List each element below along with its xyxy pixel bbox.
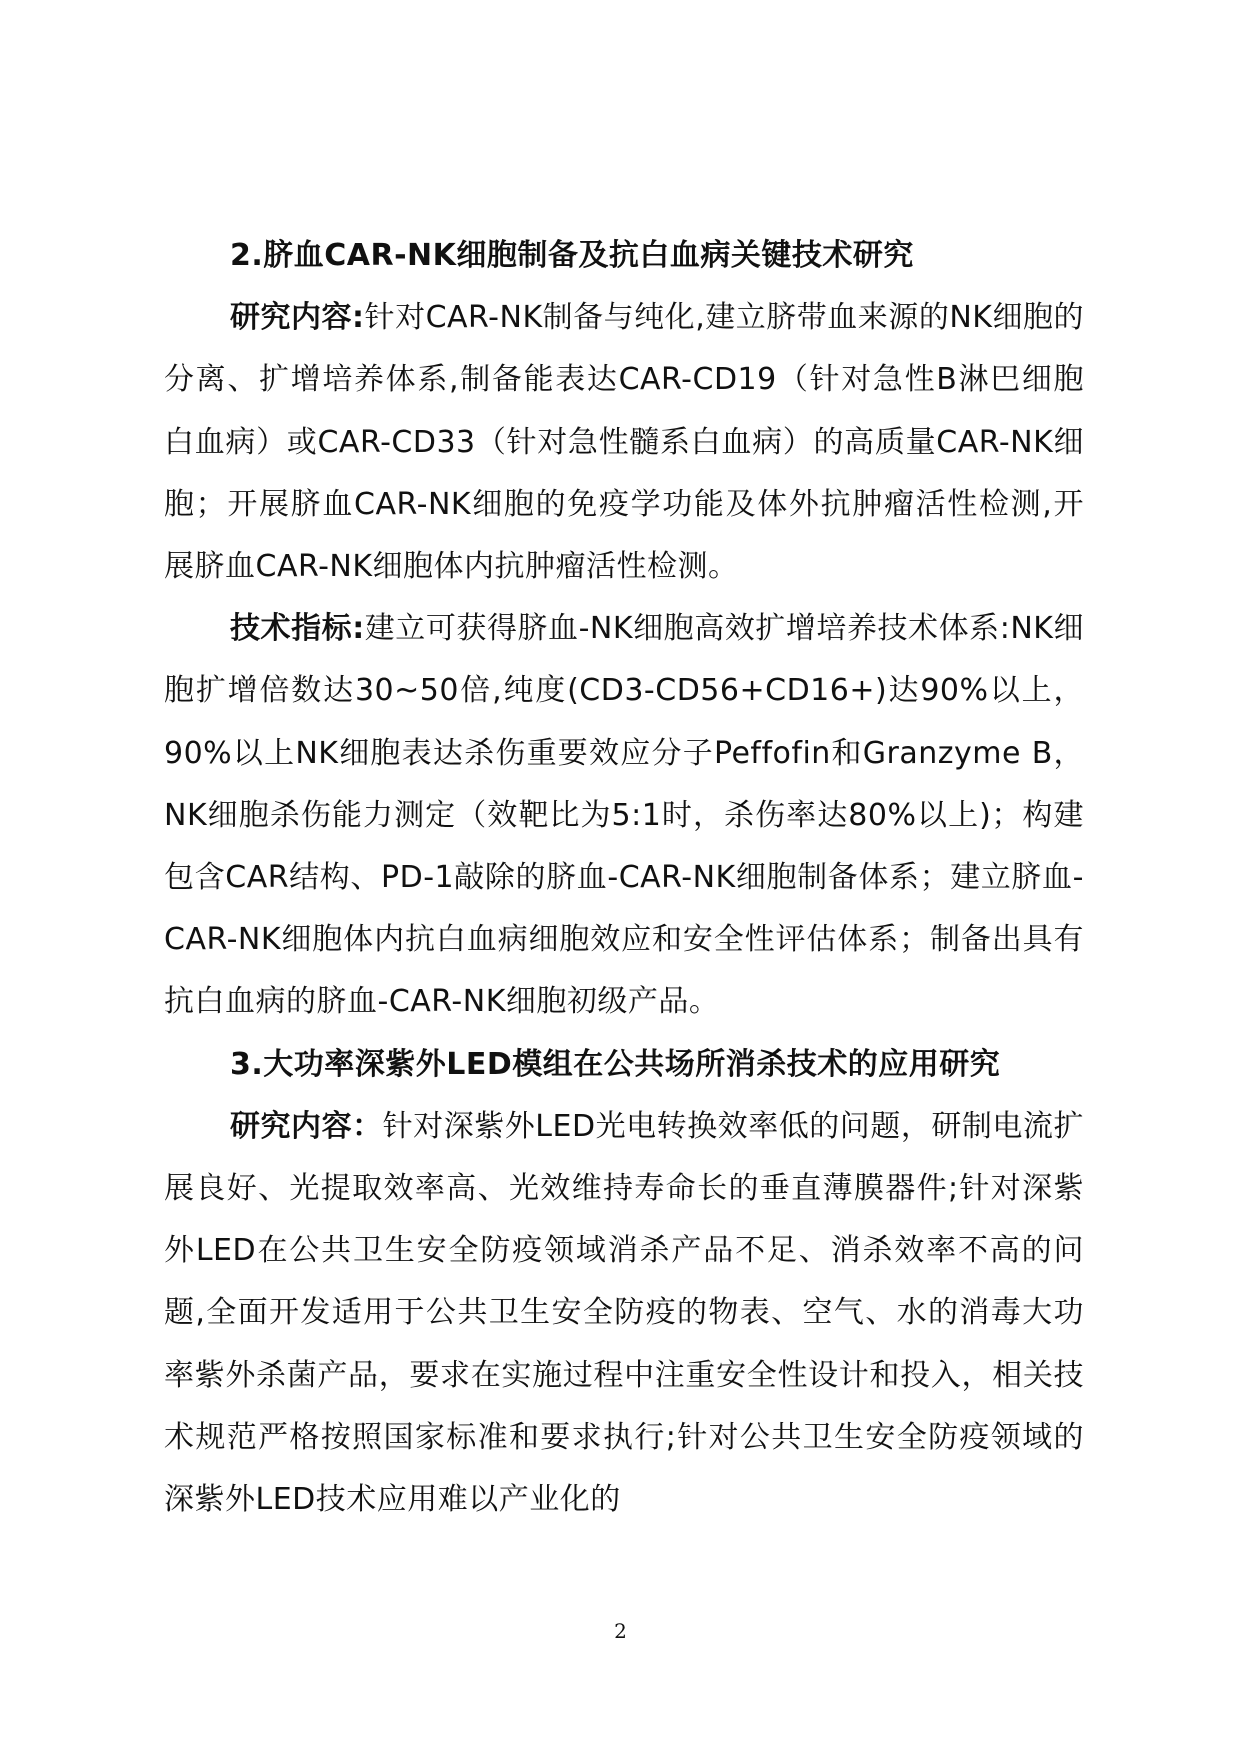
page-body <box>164 225 1084 1531</box>
technical-indicators-text: 建立可获得脐血-NK细胞高效扩增培养技术体系:NK细胞扩增倍数达30~50倍,纯度(CD3-CD56+CD16+)达90%以上，90%以上NK细胞表达杀伤重要效应分子Peffofin和Granzyme B，NK细胞杀伤能力测定（效靶比为5:1时，杀伤率达80%以上)；构建包含CAR结构、PD-1敲除的脐血-CAR-NK细胞制备体系；建立脐血-CAR-NK细胞体内抗白血病细胞效应和安全性评估体系；制备出具有抗白血病的脐血-CAR-NK细胞初级产品。 <box>164 611 1084 1020</box>
section-heading-2: 2.脐血CAR-NK细胞制备及抗白血病关键技术研究 <box>230 238 914 273</box>
research-content-text: 针对CAR-NK制备与纯化,建立脐带血来源的NK细胞的分离、扩增培养体系,制备能表达CAR-CD19（针对急性B淋巴细胞白血病）或CAR-CD33（针对急性髓系白血病）的高质量CAR-NK细胞；开展脐血CAR-NK细胞的免疫学功能及体外抗肿瘤活性检测,开展脐血CAR-NK细胞体内抗肿瘤活性检测。 <box>164 300 1084 585</box>
technical-indicators-label: 技术指标: <box>230 611 365 647</box>
research-content-label: 研究内容： <box>230 1108 383 1144</box>
research-content-text: 针对深紫外LED光电转换效率低的问题，研制电流扩展良好、光提取效率高、光效维持寿命长的垂直薄膜器件;针对深紫外LED在公共卫生安全防疫领域消杀产品不足、消杀效率不高的问题,全面开发适用于公共卫生安全防疫的物表、空气、水的消毒大功率紫外杀菌产品，要求在实施过程中注重安全性设计和投入，相关技术规范严格按照国家标准和要求执行;针对公共卫生安全防疫领域的深紫外LED技术应用难以产业化的 <box>164 1108 1084 1518</box>
research-content-label: 研究内容: <box>230 300 365 336</box>
technical-indicators-paragraph-2 <box>164 598 1084 1033</box>
research-content-paragraph-3 <box>164 1096 1084 1531</box>
page-number: 2 <box>614 1619 627 1643</box>
research-content-paragraph-2 <box>164 287 1084 598</box>
section-heading-3: 3.大功率深紫外LED模组在公共场所消杀技术的应用研究 <box>230 1046 1001 1082</box>
